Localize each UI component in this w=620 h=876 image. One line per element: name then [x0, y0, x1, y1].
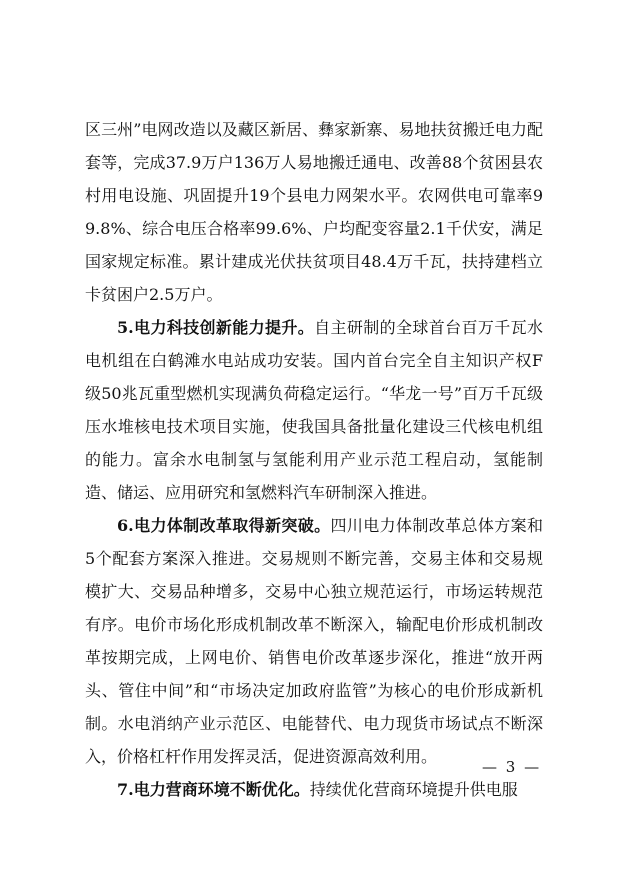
paragraph-tech-innovation [85, 311, 543, 509]
section-heading: 6.电力体制改革取得新突破。 [117, 516, 331, 535]
paragraph-text: 区三州”电网改造以及藏区新居、彝家新寨、易地扶贫搬迁电力配套等，完成37.9万户136万人易地搬迁通电、改善88个贫困县农村用电设施、巩固提升19个县电力网架水平。农网供电可靠率99.8%、综合电压合格率99.6%、户均配变容量2.1千伏安，满足国家规定标准。累计建成光伏扶贫项目48.4万千瓦，扶持建档立卡贫困户2.5万户。 [85, 120, 543, 304]
document-body [85, 113, 543, 806]
section-heading: 5.电力科技创新能力提升。 [117, 318, 315, 337]
page-number: — 3 — [482, 758, 542, 776]
section-heading: 7.电力营商环境不断优化。 [117, 780, 310, 799]
paragraph-system-reform [85, 509, 543, 773]
paragraph-text: 持续优化营商环境提升供电服 [309, 780, 518, 799]
paragraph-text: 自主研制的全球首台百万千瓦水电机组在白鹤滩水电站成功安装。国内首台完全自主知识产权F级50兆瓦重型燃机实现满负荷稳定运行。“华龙一号”百万千瓦级压水堆核电技术项目实施，使我国具备批量化建设三代核电机组的能力。富余水电制氢与氢能利用产业示范工程启动，氢能制造、储运、应用研究和氢燃料汽车研制深入推进。 [85, 318, 543, 502]
paragraph-poverty-alleviation [85, 113, 543, 311]
paragraph-text: 四川电力体制改革总体方案和5个配套方案深入推进。交易规则不断完善，交易主体和交易规模扩大、交易品种增多，交易中心独立规范运行，市场运转规范有序。电价市场化形成机制改革不断深入，输配电价形成机制改革按期完成，上网电价、销售电价改革逐步深化，推进“放开两头、管住中间”和“市场决定加政府监管”为核心的电价形成新机制。水电消纳产业示范区、电能替代、电力现货市场试点不断深入，价格杠杆作用发挥灵活，促进资源高效利用。 [85, 516, 543, 766]
paragraph-business-environment [85, 773, 543, 806]
